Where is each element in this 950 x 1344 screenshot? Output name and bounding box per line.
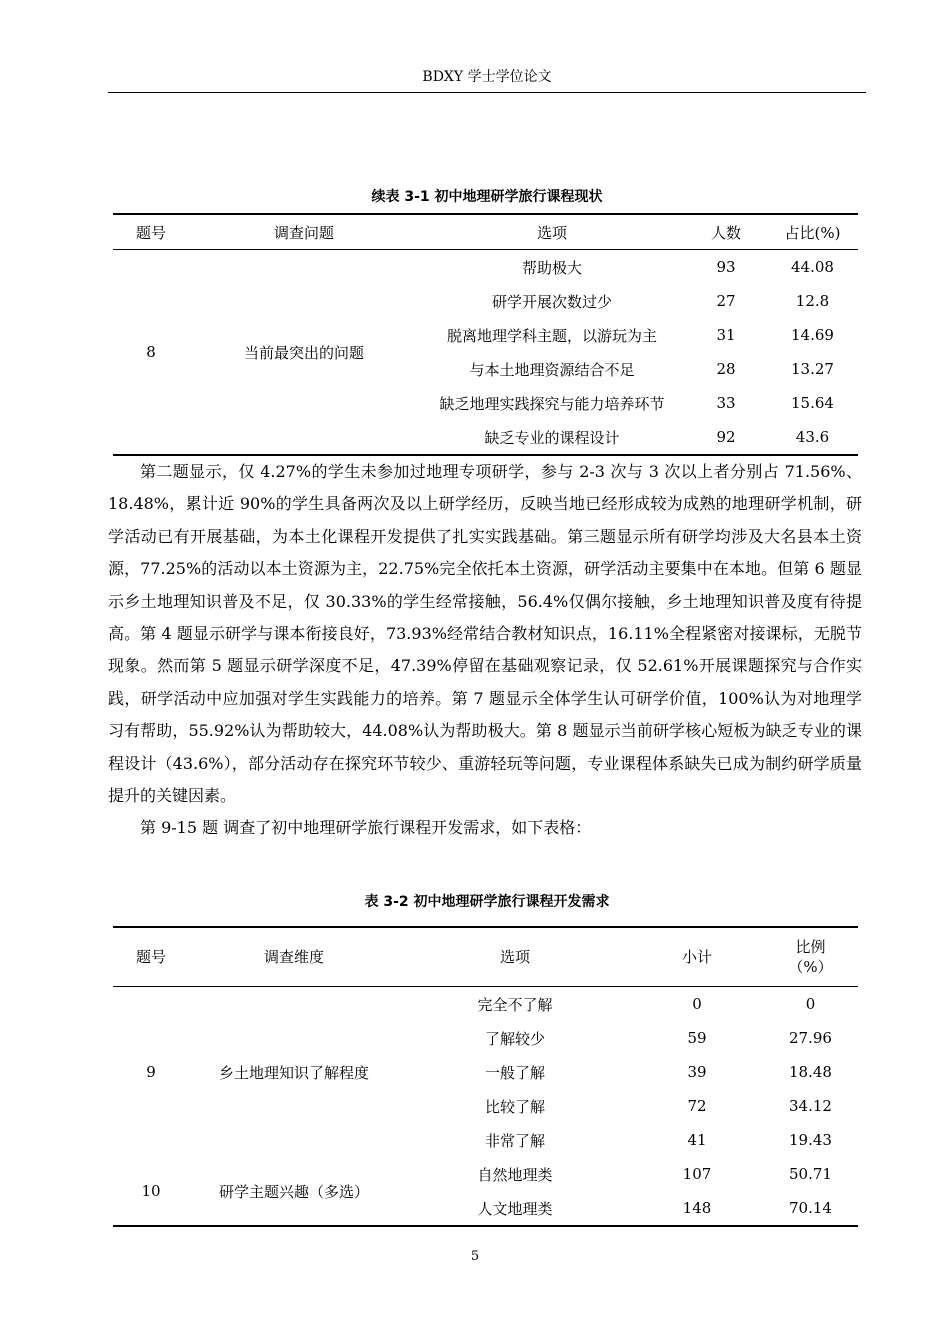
table2-header-dimension: 调查维度: [189, 927, 399, 987]
count-cell: 28: [716, 360, 736, 378]
question-number: 10: [113, 1157, 189, 1226]
table2-header-option: 选项: [399, 927, 631, 987]
table1-header-count: 人数: [685, 214, 767, 250]
ratio-cell: 18.48: [789, 1063, 832, 1081]
table2-header-no: 题号: [113, 927, 189, 987]
table-row: [113, 250, 858, 285]
table-row: [113, 1157, 858, 1191]
ratio-cell: 19.43: [789, 1131, 832, 1149]
option-cell: 缺乏地理实践探究与能力培养环节: [439, 394, 665, 413]
table1-header-pct: 占比(%): [767, 214, 858, 250]
pct-cell: 43.6: [795, 428, 830, 446]
option-cell: 研学开展次数过少: [491, 292, 612, 311]
option-cell: 一般了解: [484, 1063, 545, 1082]
table2: [113, 926, 858, 1227]
question-number: 9: [146, 1063, 156, 1081]
ratio-header-line2: （%）: [788, 958, 833, 976]
option-cell: 了解较少: [484, 1029, 545, 1048]
table2-header-ratio: [763, 927, 858, 987]
dimension-cell: 研学主题兴趣（多选）: [189, 1157, 399, 1226]
table1-header-row: [113, 214, 858, 250]
option-cell: 与本土地理资源结合不足: [469, 360, 635, 379]
pct-cell: 13.27: [791, 360, 834, 378]
count-cell: 148: [631, 1191, 763, 1226]
question-text: 当前最突出的问题: [243, 343, 364, 362]
option-cell: 人文地理类: [399, 1191, 631, 1226]
pct-cell: 15.64: [791, 394, 834, 412]
count-cell: 39: [687, 1063, 707, 1081]
page-header: BDXY 学士学位论文: [108, 64, 866, 93]
ratio-cell: 50.71: [789, 1165, 832, 1183]
option-cell: 完全不了解: [477, 995, 553, 1014]
count-cell: 41: [687, 1131, 707, 1149]
page-number: 5: [470, 1249, 480, 1264]
option-cell: 非常了解: [484, 1131, 545, 1150]
table2-caption: 表 3-2 初中地理研学旅行课程开发需求: [364, 894, 610, 910]
pct-cell: 12.8: [795, 292, 830, 310]
count-cell: 59: [687, 1029, 707, 1047]
pct-cell: 44.08: [791, 258, 834, 276]
option-cell: 脱离地理学科主题，以游玩为主: [446, 326, 657, 345]
body-text: [108, 456, 862, 845]
option-cell: 自然地理类: [477, 1165, 553, 1184]
option-cell: 帮助极大: [521, 258, 582, 277]
count-cell: 27: [716, 292, 736, 310]
table1-header-option: 选项: [419, 214, 685, 250]
option-cell: 缺乏专业的课程设计: [484, 428, 620, 447]
count-cell: 33: [716, 394, 736, 412]
count-cell: 31: [716, 326, 736, 344]
question-number: 8: [146, 343, 156, 361]
ratio-cell: 70.14: [763, 1191, 858, 1226]
table1-header-question: 调查问题: [189, 214, 419, 250]
ratio-cell: 34.12: [789, 1097, 832, 1115]
ratio-cell: 27.96: [789, 1029, 832, 1047]
table1: [113, 213, 858, 456]
paragraph: 第 9-15 题 调查了初中地理研学旅行课程开发需求，如下表格：: [140, 818, 592, 838]
ratio-cell: 0: [805, 995, 816, 1013]
count-cell: 93: [716, 258, 736, 276]
ratio-header-line1: 比例: [795, 938, 826, 956]
paragraph: 第二题显示，仅 4.27%的学生未参加过地理专项研学，参与 2-3 次与 3 次以上者分别占 71.56%、18.48%，累计近 90%的学生具备两次及以上研学经历，反映当地已经形成较为成熟的地理研学机制，研学活动已有开展基础，为本土化课程开发提供了扎实实践基础。第三题显示所有研学均涉及大名县本土资源，77.25%的活动以本土资源为主，22.75%完全依托本土资源，研学活动主要集中在本地。但第 6 题显示乡土地理知识普及不足，仅 30.33%的学生经常接触，56.4%仅偶尔接触，乡土地理知识普及度有待提高。第 4 题显示研学与课本衔接良好，73.93%经常结合教材知识点，16.11%全程紧密对接课标，无脱节现象。然而第 5 题显示研学深度不足，47.39%停留在基础观察记录，仅 52.61%开展课题探究与合作实践，研学活动中应加强对学生实践能力的培养。第 7 题显示全体学生认可研学价值，100%认为对地理学习有帮助，55.92%认为帮助较大，44.08%认为帮助极大。第 8 题显示当前研学核心短板为缺乏专业的课程设计（43.6%），部分活动存在探究环节较少、重游轻玩等问题，专业课程体系缺失已成为制约研学质量提升的关键因素。: [108, 462, 862, 806]
table1-caption: 续表 3-1 初中地理研学旅行课程现状: [371, 189, 603, 205]
table2-header-row: [113, 927, 858, 987]
option-cell: 比较了解: [484, 1097, 545, 1116]
count-cell: 72: [687, 1097, 707, 1115]
count-cell: 92: [716, 428, 736, 446]
pct-cell: 14.69: [791, 326, 834, 344]
table1-header-no: 题号: [113, 214, 189, 250]
table-row: [113, 987, 858, 1022]
table2-header-count: 小计: [631, 927, 763, 987]
count-cell: 0: [692, 995, 702, 1013]
dimension-cell: 乡土地理知识了解程度: [218, 1063, 369, 1082]
count-cell: 107: [682, 1165, 712, 1183]
